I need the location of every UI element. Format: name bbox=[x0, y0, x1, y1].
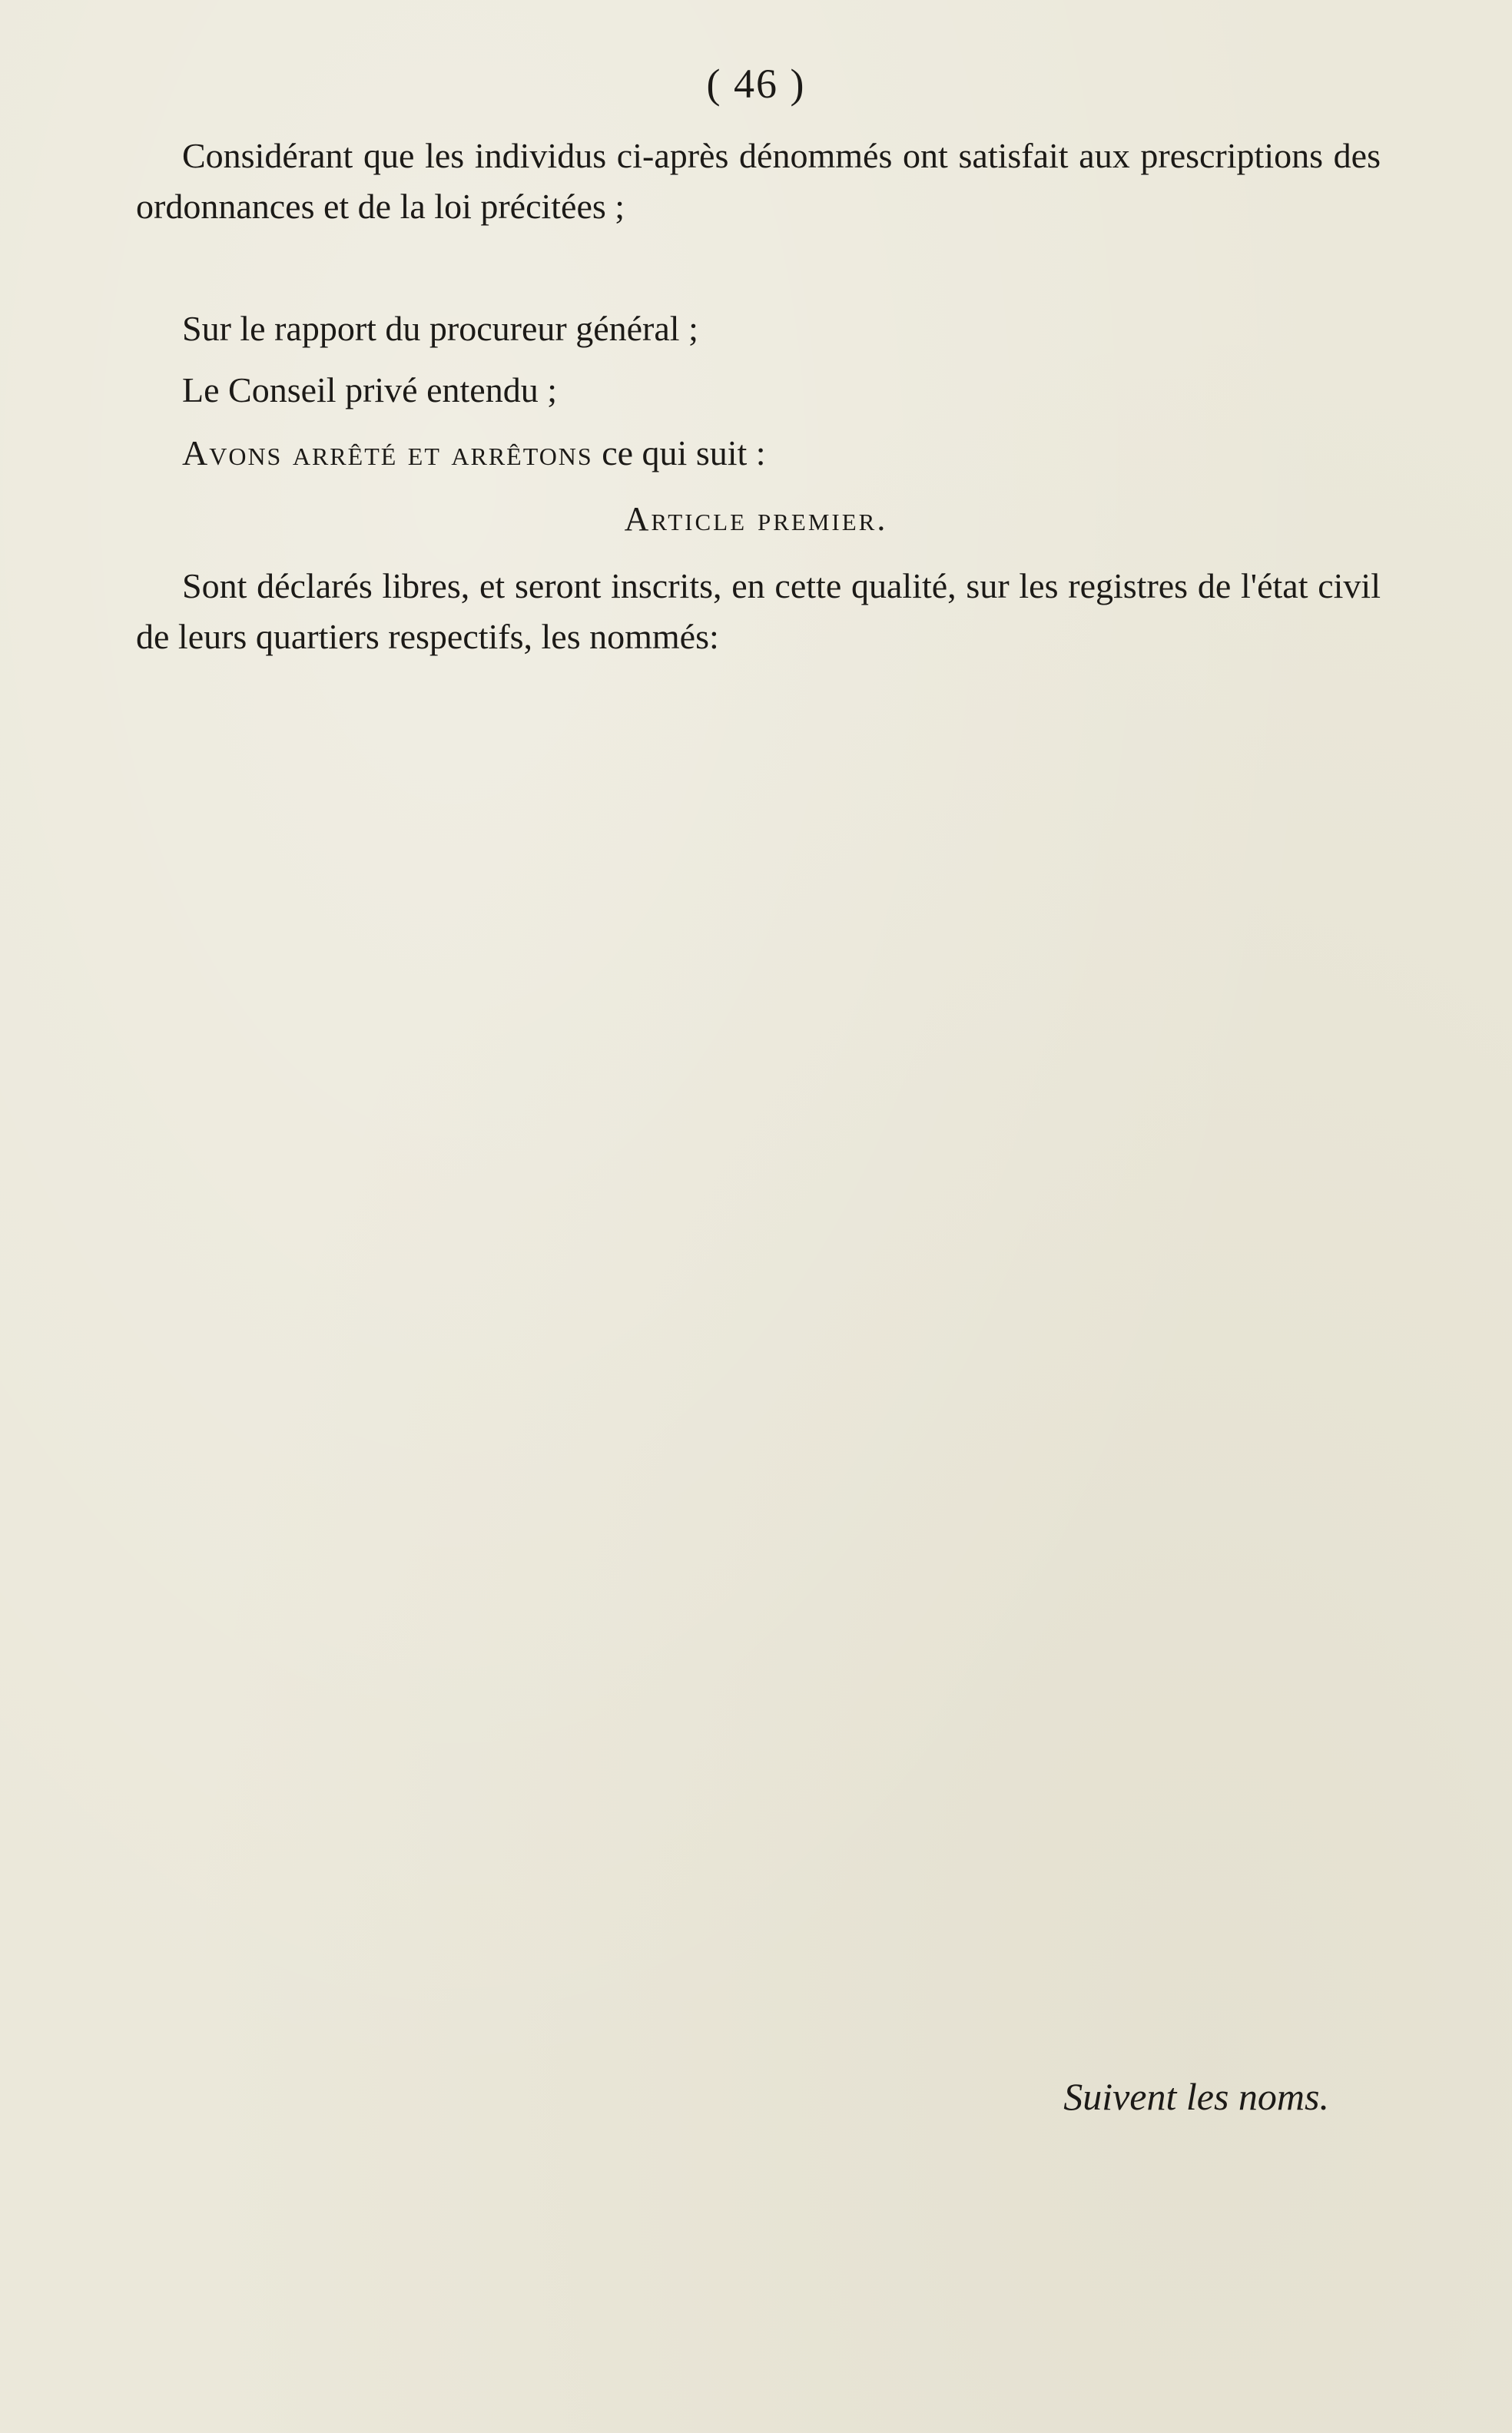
paragraph-rapport: Sur le rapport du procureur général ; bbox=[182, 309, 698, 348]
paragraph-avons bbox=[136, 428, 1381, 479]
paragraph-conseil: Le Conseil privé entendu ; bbox=[182, 370, 557, 409]
avons-suffix: ce qui suit : bbox=[592, 433, 766, 472]
paragraph-considerant: Considérant que les individus ci-après dénommés ont satisfait aux prescriptions des ordonnances et de la loi précitées ; bbox=[136, 136, 1381, 226]
page-number: ( 46 ) bbox=[706, 61, 806, 107]
suivent-les-noms: Suivent les noms. bbox=[1063, 2075, 1329, 2118]
avons-arrete-smallcaps: Avons arrêté et arrêtons bbox=[182, 433, 593, 472]
paragraph-sont-declares: Sont déclarés libres, et seront inscrits, en cette qualité, sur les registres de l'état civil de leurs quartiers respectifs, les nommés: bbox=[136, 566, 1381, 656]
article-heading: Article premier. bbox=[624, 500, 888, 538]
